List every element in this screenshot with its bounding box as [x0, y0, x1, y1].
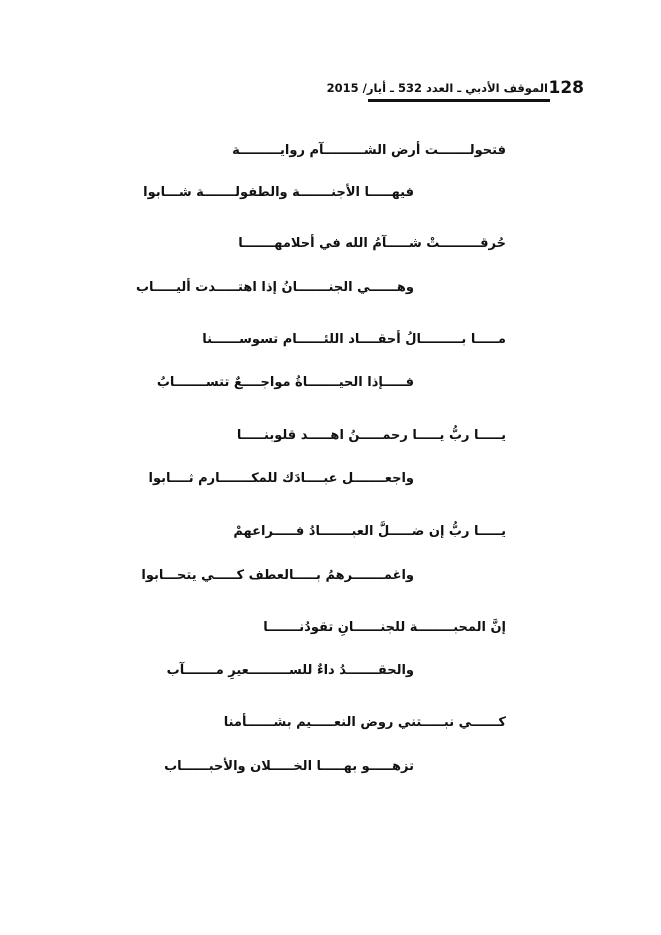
- poem-line: فـــــإذا الحيـــــــاةُ مواجــــعٌ تتســـــــابُ: [156, 375, 414, 390]
- header-rule: [368, 99, 550, 102]
- poem-line: وهــــــي الجنـــــــانُ إذا اهتـــــدت أليـــــاب: [135, 280, 414, 295]
- poem-line: يـــــا ربُّ إن ضـــــلَّ العبـــــــادُ فـــــراعهمْ: [233, 524, 506, 539]
- poem-line: والحقـــــــدُ داءٌ للســـــــــعيرِ مـــــــآب: [166, 663, 414, 678]
- page-header: [326, 76, 584, 102]
- poem-line: إنَّ المحبــــــــة للجنــــــانِ تقودُنـــــــا: [263, 620, 506, 635]
- poem-line: كــــــي نبـــــتني روض النعـــــيم بشــــــأمنا: [223, 715, 506, 730]
- poem-line: يـــــا ربُّ يـــــا رحمـــــنُ اهـــــد قلوبنـــــا: [236, 428, 506, 443]
- poem-line: واغمـــــــرهمُ بـــــالعطف كـــــي يتحـــابوا: [141, 568, 414, 583]
- running-head: الموقف الأدبي ـ العدد 532 ـ أيار/ 2015: [326, 81, 548, 95]
- poem-line: فتحولـــــــت أرض الشـــــــــآم روايـــــــــة: [232, 143, 506, 158]
- poem-line: مـــــا بـــــــــالُ أحقــــاد اللئــــــام تسوســــــنا: [202, 332, 506, 347]
- poem-line: واجعـــــــل عبــــادَك للمكـــــــارم ثــــابوا: [148, 471, 414, 486]
- poem-line: حُرقـــــــــتْ شـــــآمُ الله في أحلامهـــــــا: [238, 236, 506, 251]
- poem-line: فيهـــــا الأجنـــــــة والطفولـــــــة شـــابوا: [143, 185, 414, 200]
- page-number: 128: [548, 78, 584, 98]
- poem-line: تزهـــــو بهـــــا الخـــــلان والأحبــــــاب: [164, 759, 414, 774]
